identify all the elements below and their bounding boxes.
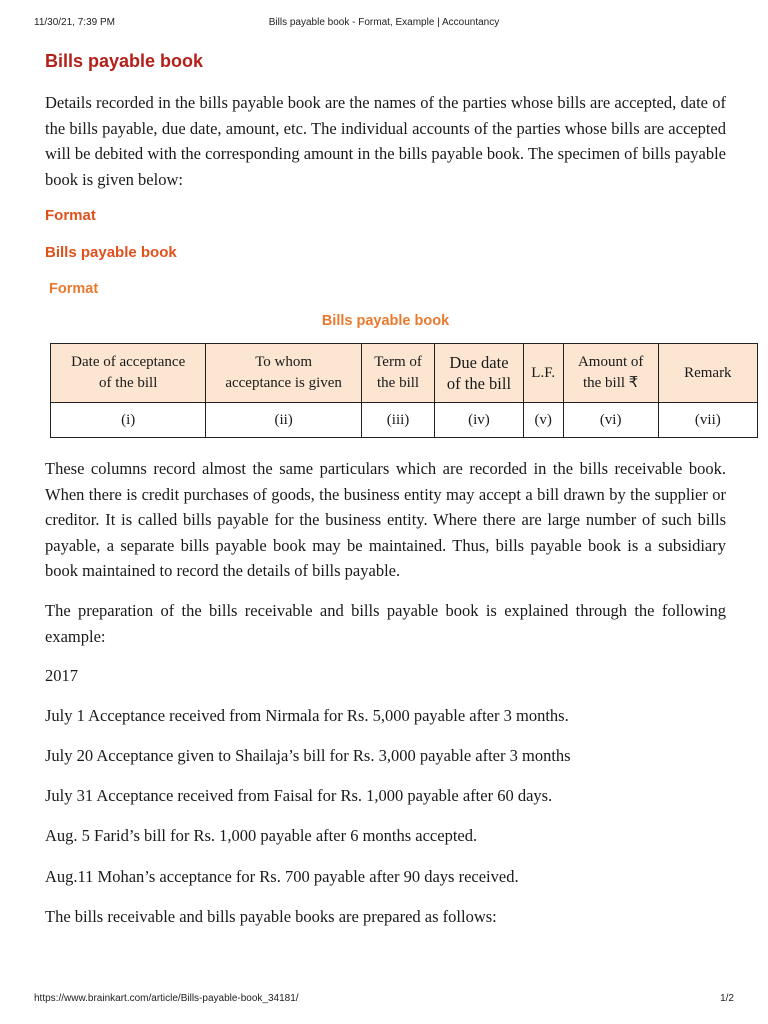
format-heading: Format [45, 207, 96, 224]
article-title: Bills payable book [45, 51, 204, 71]
print-page-title: Bills payable book - Format, Example | Accountancy [268, 17, 500, 28]
column-header: L.F. [523, 344, 563, 403]
table-header-row [51, 344, 758, 403]
bills-payable-format-table [50, 343, 758, 438]
column-header: Term of the bill [361, 344, 434, 403]
print-timestamp: 11/30/21, 7:39 PM [34, 17, 115, 28]
table-cell: (ii) [206, 403, 361, 438]
transaction-line: July 1 Acceptance received from Nirmala for Rs. 5,000 payable after 3 months. [45, 706, 569, 725]
column-header: Date of acceptance of the bill [51, 344, 206, 403]
figure-format-label: Format [49, 281, 99, 297]
table-cell: (iv) [435, 403, 524, 438]
transaction-line: July 31 Acceptance received from Faisal for Rs. 1,000 payable after 60 days. [45, 786, 553, 805]
closing-line: The bills receivable and bills payable books are prepared as follows: [45, 907, 497, 926]
table-cell: (vi) [563, 403, 658, 438]
column-header: To whom acceptance is given [206, 344, 361, 403]
format-figure [45, 280, 732, 440]
transaction-line: July 20 Acceptance given to Shailaja’s bill for Rs. 3,000 payable after 3 months [45, 746, 571, 765]
table-row [51, 403, 758, 438]
table-cell: (vii) [658, 403, 757, 438]
page-url: https://www.brainkart.com/article/Bills-payable-book_34181/ [34, 993, 299, 1004]
intro-paragraph: Details recorded in the bills payable book are the names of the parties whose bills are accepted, date of the bills payable, due date, amount, etc. The individual accounts of the parties whose bills are accepted will be debited with the corresponding amount in the bills payable book. The specimen of bills payable book is given below: [45, 93, 726, 189]
page-number: 1/2 [720, 993, 734, 1004]
transaction-line: Aug. 5 Farid’s bill for Rs. 1,000 payable after 6 months accepted. [45, 826, 478, 845]
figure-title: Bills payable book [321, 313, 450, 329]
table-cell: (iii) [361, 403, 434, 438]
example-year: 2017 [45, 666, 78, 685]
table-cell: (i) [51, 403, 206, 438]
transaction-line: Aug.11 Mohan’s acceptance for Rs. 700 payable after 90 days received. [45, 867, 519, 886]
column-header: Remark [658, 344, 757, 403]
column-header: Due date of the bill [435, 344, 524, 403]
columns-paragraph: These columns record almost the same particulars which are recorded in the bills receivable book. When there is credit purchases of goods, the business entity may accept a bill drawn by the supplier or creditor. It is called bills payable for the business entity. Where there are large number of such bills payable, a separate bills payable book may be maintained. Thus, bills payable book is a subsidiary book maintained to record the details of bills payable. [45, 459, 726, 580]
example-intro-paragraph: The preparation of the bills receivable and bills payable book is explained through the following example: [45, 601, 726, 646]
book-heading: Bills payable book [45, 244, 177, 261]
table-cell: (v) [523, 403, 563, 438]
column-header: Amount of the bill ₹ [563, 344, 658, 403]
